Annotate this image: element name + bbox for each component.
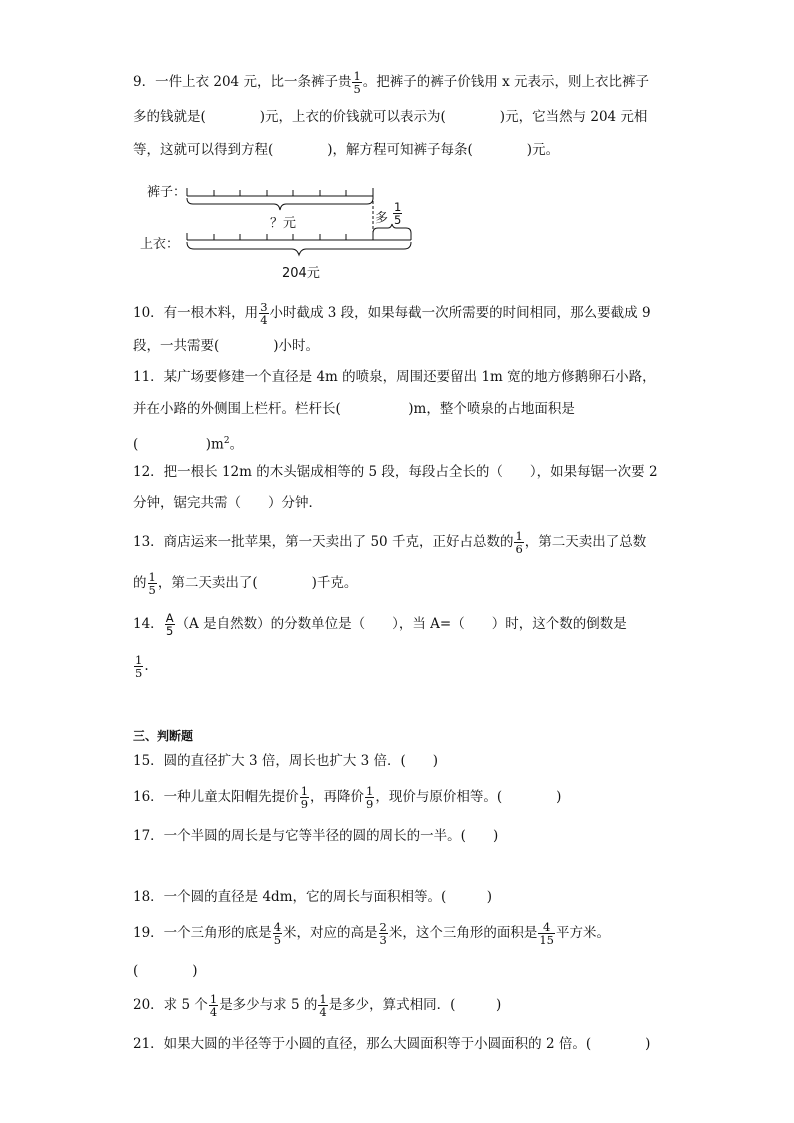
q19-f2-den: 3 [379, 933, 387, 947]
q10-fraction [259, 301, 268, 326]
total-label: 204元 [282, 266, 320, 281]
q11-line2: 并在小路的外侧围上栏杆。栏杆长( )m，整个喷泉的占地面积是 [133, 401, 575, 417]
q11-line1: 11．某广场要修建一个直径是 4m 的喷泉，周围还要留出 1m 宽的地方修鹅卵石小路， [133, 369, 656, 385]
q19-text-b: 米，对应的高是 [283, 925, 378, 941]
q19-f1-den: 5 [273, 933, 282, 947]
q11-text-a: ( )m [133, 436, 224, 453]
q16-line [133, 785, 561, 810]
q19-f2-num: 2 [379, 920, 387, 934]
q20-line [133, 993, 501, 1018]
q10-frac-den: 4 [260, 313, 268, 327]
q13-line1 [133, 530, 646, 555]
pants-label: 裤子： [147, 185, 187, 200]
q13-fraction-2 [148, 571, 157, 596]
q20-text-b: 是多少与求 5 的 [219, 997, 318, 1013]
q20-fraction-1 [209, 993, 218, 1018]
q9-text-b: 。把裤子的裤子价钱用 x 元表示，则上衣比裤子 [362, 74, 649, 90]
q13-text-d: ，第二天卖出了( )千克。 [157, 575, 358, 591]
q13-text-b: ，第二天卖出了总数 [524, 534, 647, 550]
q17-line: 17．一个半圆的周长是与它等半径的圆的周长的一半。( ) [133, 828, 499, 844]
q13-text-a: 13．商店运来一批苹果，第一天卖出了 50 千克，正好占总数的 [133, 534, 514, 550]
unknown-price-label: ？元 [270, 216, 297, 231]
q20-f1-num: 1 [209, 992, 218, 1006]
coat-label: 上衣： [140, 237, 180, 252]
q19-line2: ( ) [133, 963, 198, 979]
q13-text-c: 的 [133, 575, 147, 591]
q14-frac-den: 5 [165, 624, 174, 638]
q14-line2 [133, 654, 149, 679]
q9-frac-den: 5 [353, 82, 361, 96]
q14-text-c: . [144, 658, 149, 674]
q16-text-a: 16．一种儿童太阳帽先提价 [133, 789, 299, 805]
q10-frac-num: 3 [260, 300, 268, 314]
q12-line2: 分钟，锯完共需（ ）分钟． [133, 495, 322, 511]
q10-text-a: 10．有一根木料，用 [133, 305, 259, 321]
q19-f1-num: 4 [273, 920, 282, 934]
q20-text-a: 20．求 5 个 [133, 997, 208, 1013]
q19-text-d: 平方米。 [555, 925, 610, 941]
q14-f2-num: 1 [135, 653, 143, 667]
q9-line2: 多的钱就是( )元，上衣的价钱就可以表示为( )元，它当然与 204 元相 [133, 109, 648, 125]
q14-text-a: 14． [133, 616, 164, 632]
q14-fraction [165, 612, 175, 637]
q14-f2-den: 5 [135, 666, 143, 680]
q19-fraction-2 [379, 921, 388, 946]
q11-sup: 2 [223, 436, 230, 446]
coat-line [187, 233, 411, 240]
q20-f2-den: 4 [319, 1005, 327, 1019]
q19-line1 [133, 921, 610, 946]
q20-f2-num: 1 [319, 992, 327, 1006]
q13-f1-den: 6 [515, 542, 523, 556]
q10-line2: 段，一共需要( )小时。 [133, 338, 320, 354]
q9-line3: 等，这就可以得到方程( )，解方程可知裤子每条( )元。 [133, 142, 560, 158]
q16-text-b: ，再降价 [310, 789, 365, 805]
more-frac-num: 1 [394, 200, 402, 214]
q16-f2-den: 9 [366, 797, 374, 811]
q16-text-c: ，现价与原价相等。( ) [375, 789, 562, 805]
q13-line2 [133, 571, 357, 596]
q13-f2-num: 1 [148, 570, 156, 584]
q9-frac-num: 1 [353, 69, 361, 83]
q10-text-b: 小时截成 3 段，如果每截一次所需要的时间相同，那么要截成 9 [269, 305, 651, 321]
more-label: 多 [375, 211, 389, 226]
q16-fraction-1 [300, 785, 309, 810]
section-title-judgement: 三、判断题 [133, 729, 194, 743]
pants-line [187, 188, 373, 196]
q19-fraction-1 [273, 921, 282, 946]
q18-line: 18．一个圆的直径是 4dm，它的周长与面积相等。( ) [133, 889, 493, 905]
more-fraction [393, 201, 402, 226]
q14-fraction-2 [134, 654, 143, 679]
q20-f1-den: 4 [209, 1005, 218, 1019]
q12-line1: 12．把一根长 12m 的木头锯成相等的 5 段，每段占全长的（ ），如果每锯一次要 2 [133, 464, 658, 480]
q10-line1 [133, 301, 651, 326]
q14-line1 [133, 612, 627, 637]
q11-text-b: 。 [229, 436, 244, 453]
q13-f2-den: 5 [148, 583, 156, 597]
q14-frac-num: A [165, 611, 174, 625]
q19-f3-num: 4 [538, 921, 555, 934]
q19-text-a: 19．一个三角形的底是 [133, 925, 272, 941]
q20-fraction-2 [318, 993, 327, 1018]
more-frac-den: 5 [394, 213, 402, 227]
q14-text-b: （A 是自然数）的分数单位是（ ），当 A=（ ）时，这个数的倒数是 [175, 616, 627, 632]
q16-f1-num: 1 [300, 784, 309, 798]
q13-fraction-1 [514, 530, 523, 555]
q20-text-c: 是多少，算式相同．( ) [328, 997, 502, 1013]
pants-brace [187, 198, 373, 210]
q16-fraction-2 [365, 785, 374, 810]
q21-line: 21．如果大圆的半径等于小圆的直径，那么大圆面积等于小圆面积的 2 倍。( ) [133, 1036, 651, 1052]
q9-text-a: 9．一件上衣 204 元，比一条裤子贵 [133, 74, 352, 90]
q13-f1-num: 1 [515, 529, 523, 543]
q16-f1-den: 9 [300, 797, 309, 811]
q19-f3-den: 15 [539, 933, 554, 947]
coat-brace [187, 242, 411, 255]
q19-fraction-3 [538, 921, 555, 946]
q11-line3 [133, 431, 243, 455]
q19-text-c: 米，这个三角形的面积是 [388, 925, 538, 941]
line-segment-diagram [0, 0, 794, 300]
q16-f2-num: 1 [366, 784, 374, 798]
q15-line: 15．圆的直径扩大 3 倍，周长也扩大 3 倍．( ) [133, 753, 439, 769]
